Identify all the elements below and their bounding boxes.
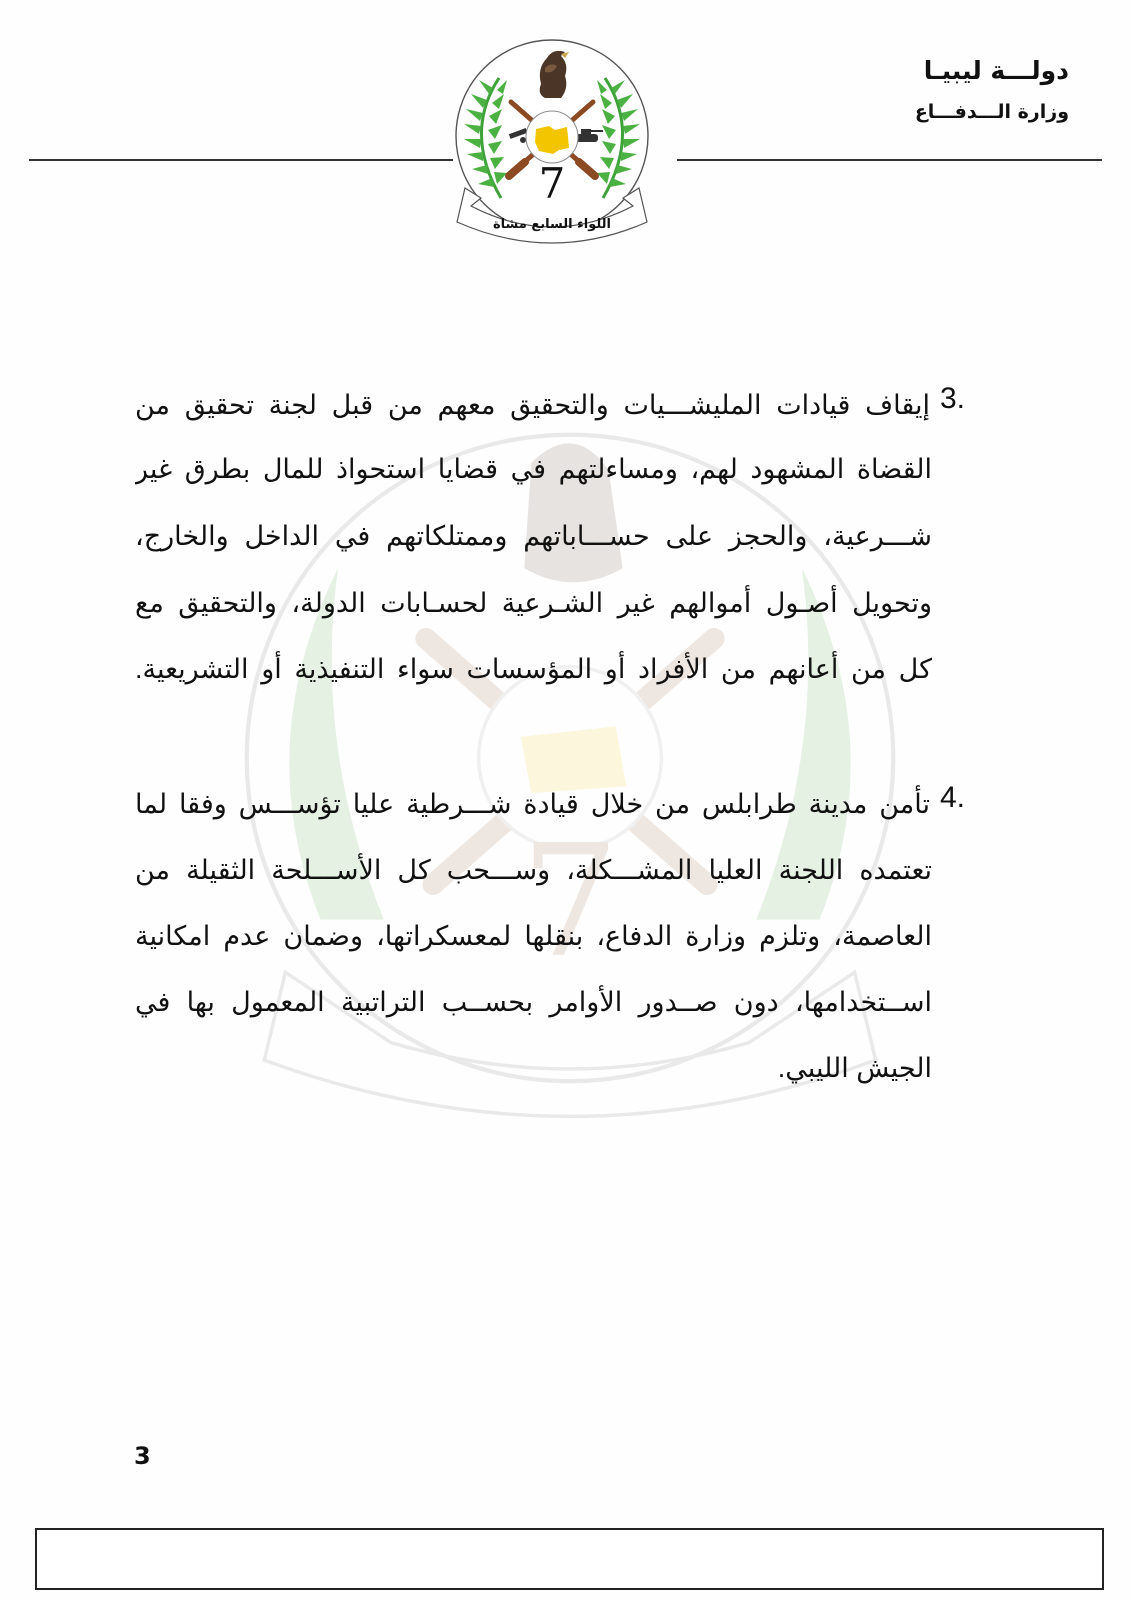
item-line: اســتخدامها، دون صــدور الأوامر بحســب التراتبية المعمول بها في: [135, 987, 932, 1017]
watermark-emblem-icon: [180, 300, 960, 1230]
item-number: 4.: [940, 781, 966, 814]
item-line: القضاة المشهود لهم، ومساءلتهم في قضايا استحواذ للمال بطرق غير: [135, 454, 932, 484]
item-line: كل من أعانهم من الأفراد أو المؤسسات سواء التنفيذية أو التشريعية.: [135, 654, 932, 684]
emblem-number: 7: [538, 159, 566, 208]
item-number: 3.: [940, 382, 966, 415]
state-name: دولـــة ليبيـا: [923, 56, 1069, 85]
item-line: تأمن مدينة طرابلس من خلال قيادة شـــرطية عليا تؤســـس وفقا لما: [135, 789, 930, 819]
item-line: إيقاف قيادات المليشـــيات والتحقيق معهم من قبل لجنة تحقيق من: [135, 390, 930, 420]
item-line: تعتمده اللجنة العليا المشـــكلة، وســـحب كل الأســـلحة الثقيلة من: [135, 855, 932, 885]
page-number: 3: [134, 1442, 151, 1470]
header-rule-right: [677, 159, 1102, 161]
emblem-ribbon-text: اللواء السابع مشاة: [493, 217, 611, 232]
item-line: الجيش الليبي.: [777, 1053, 932, 1083]
ministry-name: وزارة الـــدفـــاع: [914, 101, 1069, 123]
footer-box: [35, 1528, 1104, 1590]
item-line: العاصمة، وتلزم وزارة الدفاع، بنقلها لمعسكراتها، وضمان عدم امكانية: [135, 921, 932, 951]
brigade-emblem-logo: [441, 38, 663, 250]
svg-text:7: 7: [520, 812, 620, 992]
header-rule-left: [29, 159, 453, 161]
item-line: شـــرعية، والحجز على حســـاباتهم وممتلكاتهم في الداخل والخارج،: [135, 521, 932, 551]
item-line: وتحويل أصـول أموالهم غير الشـرعية لحسـابات الدولة، والتحقيق مع: [135, 588, 932, 618]
